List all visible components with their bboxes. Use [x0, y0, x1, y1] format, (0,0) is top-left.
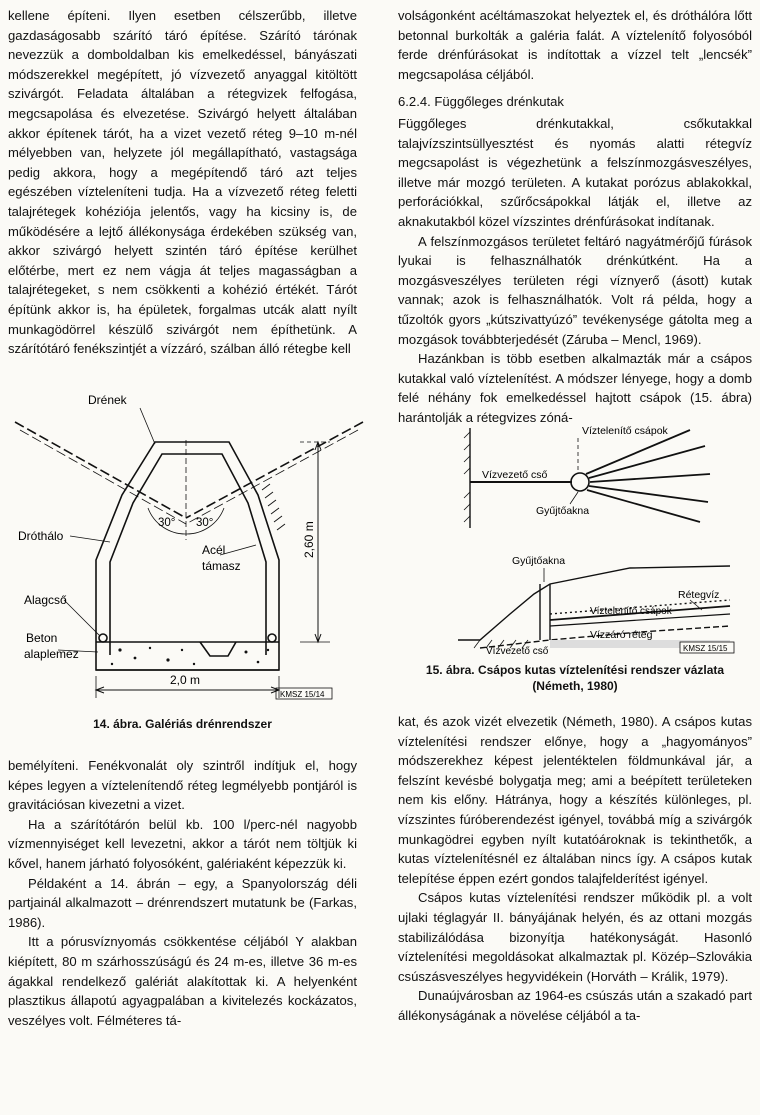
figure-14-caption: 14. ábra. Galériás drénrendszer	[93, 717, 272, 731]
paragraph: Itt a pórusvíznyomás csökkentése céljából Y alakban kiépített, 80 m szárhosszúságú és 24 m-es, illetve 36 m-es ágakkal rendelkező galériát alakítottak ki. A helyenként plasztikus állapotú agyagpalában a kivitelezés kockázatos, veszélyes volt. Félméteres tá-	[8, 934, 357, 1028]
figure-15-caption	[398, 662, 752, 694]
figure-14-gallery-drain	[0, 380, 370, 710]
paragraph: Ha a szárítótárón belül kb. 100 l/perc-nél nagyobb vízmennyiséget kell levezetni, akkor a tárót nem töltjük ki kővel, hanem járható folyosóként, galériaként képezzük ki.	[8, 816, 357, 871]
label-drenek: Drének	[88, 393, 127, 407]
paragraph: Hazánkban is több esetben alkalmazták már a csápos kutakkal való víztelenítést. A módszer lényege, hogy a domb felé néhány fok emelkedéssel hajtott csápok (15. ábra) harántolják a rétegvizes zóná-	[398, 351, 752, 425]
paragraph: Dunaújvárosban az 1964-es csúszás után a szakadó part állékonyságának a növelése céljából a ta-	[398, 988, 752, 1023]
paragraph: Példaként a 14. ábrán – egy, a Spanyolország déli partjainál alkalmazott – drénrendszert mutatunk be (Farkas, 1986).	[8, 875, 357, 930]
stamp-14: KMSZ 15/14	[280, 690, 325, 699]
figure-15-well-drain	[440, 418, 740, 658]
label-alaplemez: alaplemez	[24, 647, 79, 661]
paragraph: A felszínmozgásos területet feltáró nagyátmérőjű fúrások lyukai is felhasználhatók drénkútként. Ha a mozgásveszélyes területen régi víznyerő (ásott) kutak vannak; azok is felhasználhatók. Volt rá példa, hogy a tűzoltók gyors „kútszivattyúzó” tevékenysége gátolta meg a mozgások továbbterjedését (Záruba – Mencl, 1969).	[398, 233, 752, 347]
paragraph: bemélyíteni. Fenékvonalát oly szintről indítjuk el, hogy képes legyen a víztelenítendő réteg legmélyebb pontjáról is gravitációsan kivezetni a vizet.	[8, 758, 357, 813]
right-column-bottom	[398, 712, 752, 1026]
label-viztelenito-csapok-section: Víztelenítő csápok	[590, 606, 672, 617]
left-column-bottom	[8, 756, 357, 1030]
paragraph: volságonként acéltámaszokat helyeztek el, és dróthálóra lőtt betonnal burkolták a galéria falát. A víztelenítő folyosóból ferde drénfúrásokat is indítottak a vízzel telt „lencsék” megcsapolása céljából.	[398, 8, 752, 82]
label-height: 2,60 m	[302, 521, 316, 558]
label-gyujtoakna: Gyűjtőakna	[536, 505, 590, 517]
paragraph: Függőleges drénkutakkal, csőkutakkal talajvízszintsüllyesztést és nyomás alatti rétegvíz megcsapolást is végezhetünk a felszínmozgásveszélyes, illetve már mozgó területen. A kutakat porózus ablakokkal, perforációkkal, szűrőcsápokkal látják el, illetve az aknakutakból közel vízszintes drénfúrásokat indítanak.	[398, 115, 752, 229]
label-width: 2,0 m	[170, 673, 201, 687]
paragraph: kat, és azok vizét elvezetik (Németh, 1980). A csápos kutas víztelenítési rendszer előnye, hogy a „hagyományos” módszerekhez képest jelentéktelen földmunkával jár, a felszínt kevésbé bolygatja meg; ami a beépített területeken nem kis előny. Hátránya, hogy a készítés különleges, pl. vízszintes fúróberendezést igényel, továbbá míg a szivárgók munkagödrei egyben nyílt kutatóároknak is tekinthetők, a kutas víztelenítésnél ez általában nincs így. A csápos kutak telepítése éppen ezért gondos talajfelderítést igényel.	[398, 714, 752, 886]
label-vizzaro-reteg: Vízzáró réteg	[590, 629, 653, 641]
figure-15-caption-line2: (Németh, 1980)	[532, 679, 618, 693]
label-drothalo: Dróthálo	[18, 529, 64, 543]
left-column-top	[8, 6, 357, 359]
label-angle-left: 30°	[158, 517, 176, 529]
label-tamasz: támasz	[202, 559, 241, 573]
label-beton: Beton	[26, 631, 58, 645]
label-alagcso: Alagcső	[24, 593, 67, 607]
label-acel: Acél	[202, 543, 226, 557]
paragraph: kellene építeni. Ilyen esetben célszerűbb, illetve gazdaságosabb szárító táró építése. Szárító tárónak nevezzük a domboldalban kis emelkedéssel, bányászati módszerekkel megépített, jó vízvezető anyaggal kitöltött szivárgót. Feladata általában a rétegvizek felfogása, megcsapolása és elvezetése. Szivárgó helyett általában akkor építenek tárót, ha a vizet vezető réteg 9–10 m-nél mélyebben van, helyzete jól megállapítható, vastagsága pedig akkora, hogy a megépítendő táró azt teljes egészében vízteleníteni tudja. Ha a vízvezető réteg feletti talajrétegek kohéziója jelentős, vagy ha kicsiny is, de működésére a lejtő állékonysága érdekében szükség van, akkor szivárgó helyett szintén táró építése kerülhet előtérbe, mert ez nem vágja át teljes magasságban a talajrétegeket, s nem csökkenti a kohézió értékét. Tárót építünk akkor is, ha épületek, forgalmas utcák alatt nyílt munkagödörrel készülő szivárgót nem építhetünk. A szárítótáró fenékszintjét a vízzáró, szálban álló rétegbe kell	[8, 8, 357, 357]
label-angle-right: 30°	[196, 517, 214, 529]
label-retegviz: Rétegvíz	[678, 589, 720, 601]
label-gyujtoakna-section: Gyűjtőakna	[512, 555, 566, 567]
label-viztelenito-csapok: Víztelenítő csápok	[582, 425, 668, 437]
paragraph: Csápos kutas víztelenítési rendszer működik pl. a volt ujlaki téglagyár II. bányájának helyén, és az ottani mozgás stabilizálódása bizonyítja hatékonyságát. Hasonló víztelenítési megoldásokat alkalmaztak pl. Közép–Szlovákia csúszásveszélyes hegyvidékein (Horváth – Králik, 1979).	[398, 890, 752, 984]
label-vizvezeto-cso-section: Vízvezető cső	[486, 646, 549, 657]
label-vizvezeto-cso: Vízvezető cső	[482, 469, 548, 481]
right-column-top	[398, 6, 752, 427]
section-heading: 6.2.4. Függőleges drénkutak	[398, 94, 564, 110]
figure-15-caption-line1: 15. ábra. Csápos kutas víztelenítési rendszer vázlata	[425, 663, 725, 677]
stamp-15: KMSZ 15/15	[683, 644, 728, 653]
